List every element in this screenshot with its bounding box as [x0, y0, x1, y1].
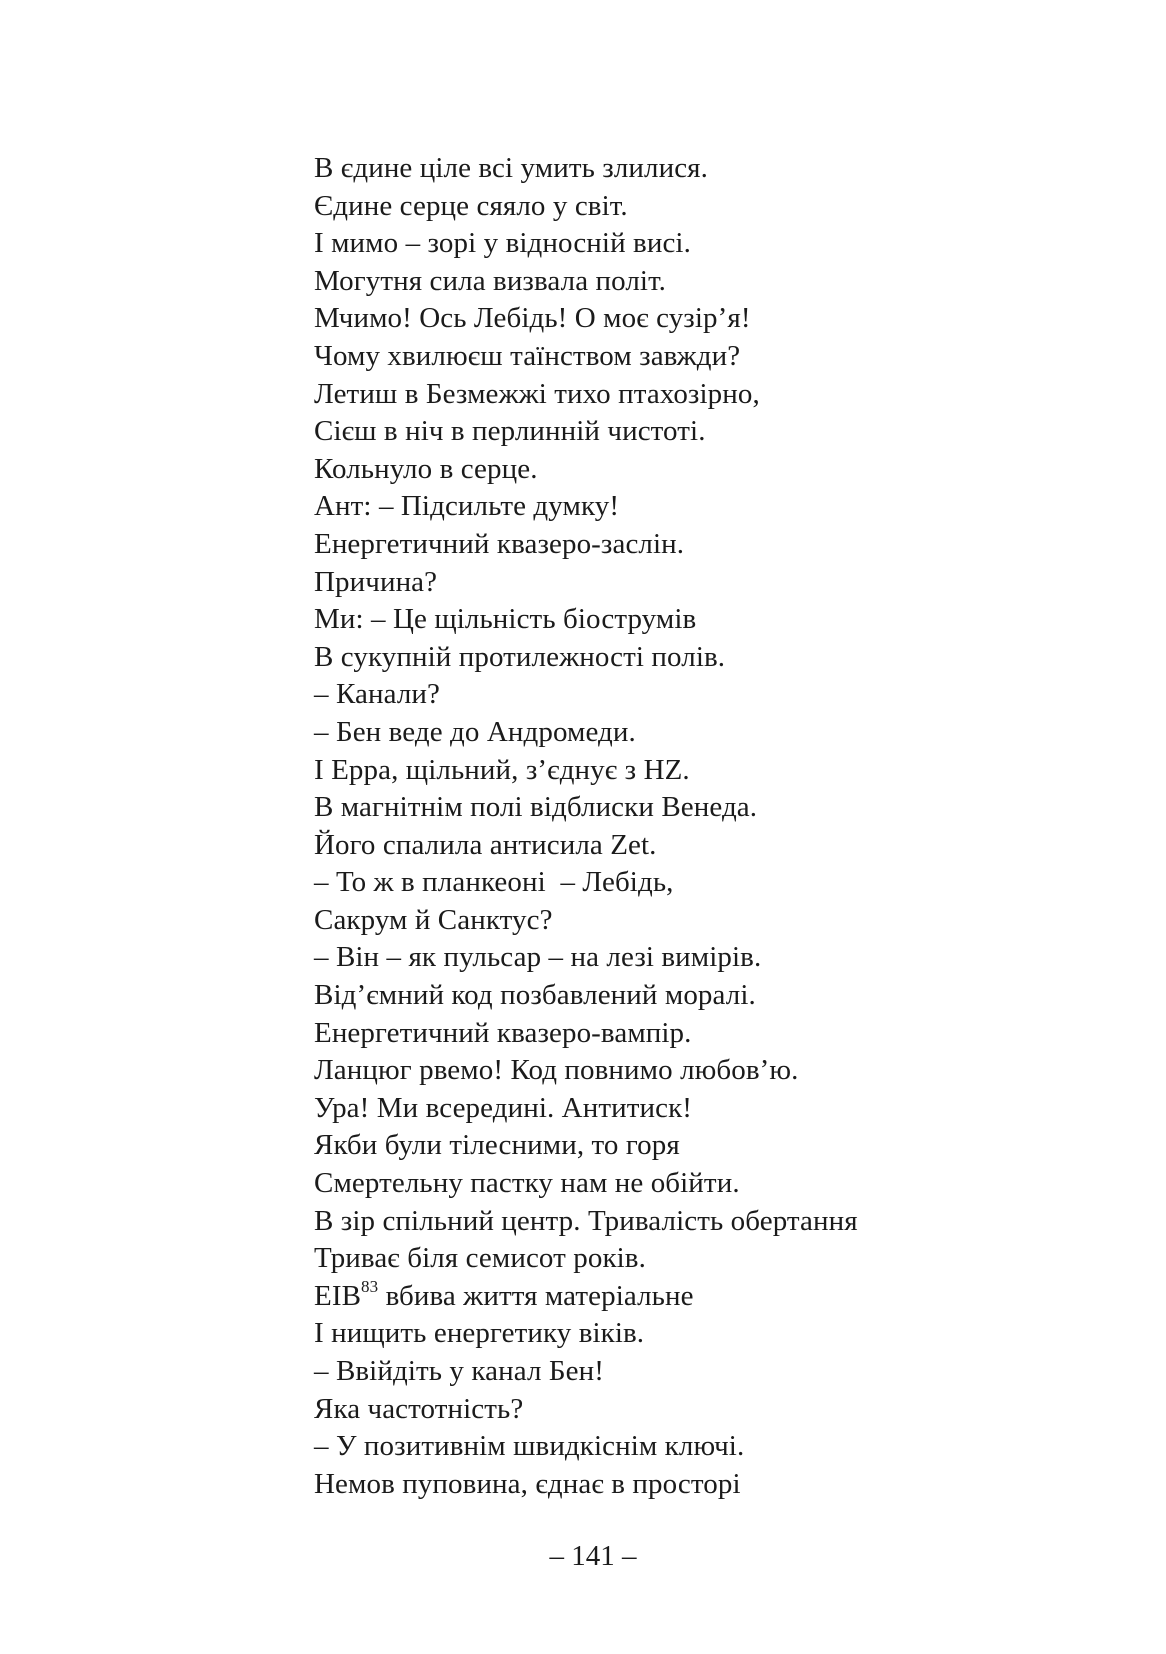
poem-line: І Ерра, щільний, з’єднує з HZ.	[314, 753, 690, 786]
poem-line: – Він – як пульсар – на лезі вимірів.	[314, 941, 762, 974]
poem-line: Ант: – Підсильте думку!	[314, 490, 620, 523]
poem-line: Летиш в Безмежжі тихо птахозірно,	[314, 377, 760, 410]
poem-line: Його спалила антисила Zet.	[314, 828, 657, 861]
poem-line: Причина?	[314, 565, 438, 598]
poem-line: Ланцюг рвемо! Код повнимо любов’ю.	[314, 1054, 799, 1087]
poem-text	[314, 150, 1074, 1503]
poem-line: Мчимо! Ось Лебідь! О моє сузір’я!	[314, 302, 751, 335]
poem-line: В зір спільний центр. Тривалість обертання	[314, 1204, 858, 1237]
poem-line: Чому хвилюєш таїнством завжди?	[314, 339, 741, 372]
poem-line: Яка частотність?	[314, 1392, 524, 1425]
poem-line: Ми: – Це щільність біострумів	[314, 603, 697, 636]
footnote-reference[interactable]: 83	[361, 1277, 379, 1297]
poem-line: В єдине ціле всі умить злилися.	[314, 152, 708, 184]
poem-line: – Бен веде до Андромеди.	[314, 715, 636, 748]
poem-line: В сукупній протилежності полів.	[314, 640, 726, 673]
poem-line: – У позитивнім швидкіснім ключі.	[314, 1430, 745, 1463]
poem-line: Могутня сила визвала політ.	[314, 264, 667, 297]
page-number: – 141 –	[549, 1540, 637, 1572]
poem-line-with-footnote	[314, 1278, 1074, 1316]
poem-line: І нищить енергетику віків.	[314, 1317, 645, 1350]
poem-line: Енергетичний квазеро-заслін.	[314, 527, 685, 560]
poem-line: – Ввійдіть у канал Бен!	[314, 1355, 604, 1387]
poem-line: Сакрум й Санктус?	[314, 903, 553, 936]
poem-line: Кольнуло в серце.	[314, 452, 538, 485]
poem-line: Смертельну пастку нам не обійти.	[314, 1167, 740, 1200]
line-text-after-footnote: вбива життя матеріальне	[378, 1279, 694, 1312]
poem-line: Енергетичний квазеро-вампір.	[314, 1016, 692, 1049]
poem-line: Від’ємний код позбавлений моралі.	[314, 979, 756, 1012]
poem-line: Немов пуповина, єднає в просторі	[314, 1467, 741, 1500]
poem-line: Триває біля семисот років.	[314, 1242, 646, 1275]
line-text-before-footnote: ЕІВ	[314, 1279, 362, 1312]
poem-line: – То ж в планкеоні – Лебідь,	[314, 866, 674, 899]
poem-line: Сієш в ніч в перлинній чистоті.	[314, 415, 706, 448]
poem-line: – Канали?	[314, 678, 440, 711]
poem-line: В магнітнім полі відблиски Венеда.	[314, 791, 758, 824]
poem-line: І мимо – зорі у відносній висі.	[314, 227, 691, 260]
poem-line: Ура! Ми всередині. Антитиск!	[314, 1091, 693, 1124]
poem-line: Якби були тілесними, то горя	[314, 1129, 680, 1162]
poem-line: Єдине серце сяяло у світ.	[314, 189, 628, 222]
